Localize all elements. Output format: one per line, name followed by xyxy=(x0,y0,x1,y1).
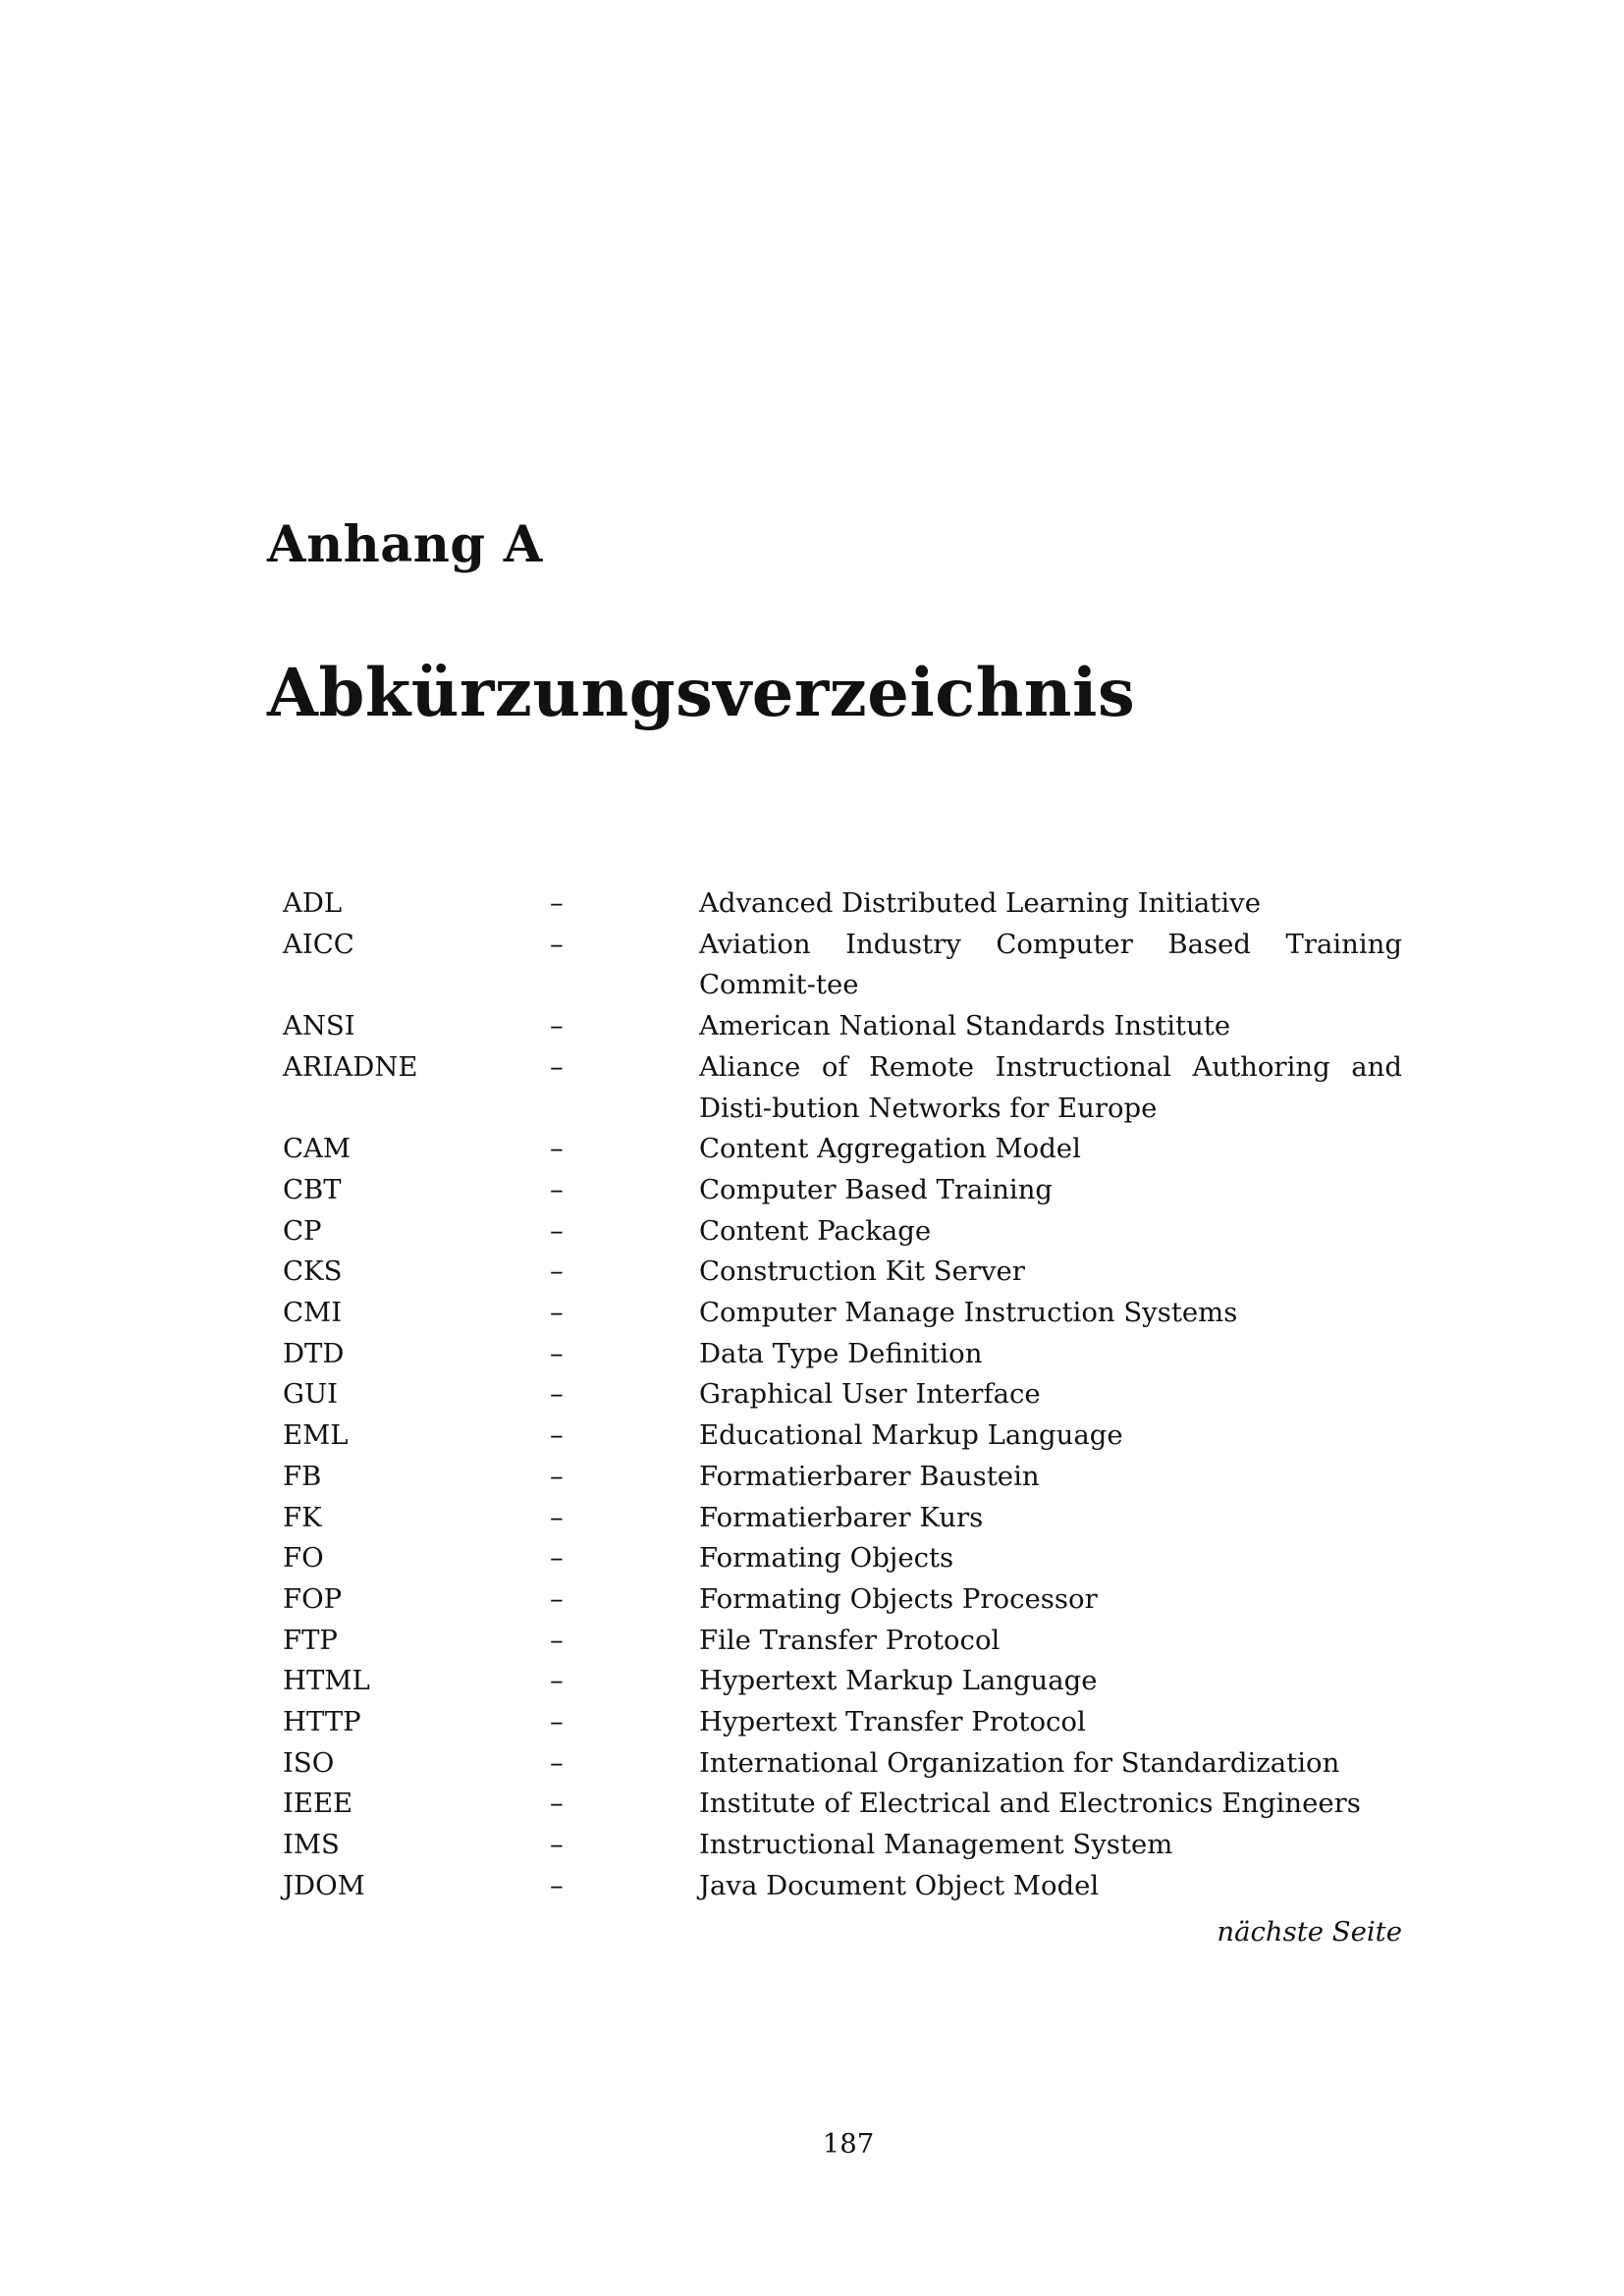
abbreviation-description: Advanced Distributed Learning Initiative xyxy=(699,887,1261,919)
abbreviation-description: Instructional Management System xyxy=(699,1829,1173,1861)
abbreviation-description: Computer Based Training xyxy=(699,1173,1054,1205)
abbreviation-term: CKS xyxy=(283,1255,343,1288)
abbreviation-description: Formating Objects Processor xyxy=(699,1582,1098,1615)
abbreviation-description: Construction Kit Server xyxy=(699,1255,1025,1288)
abbreviation-row xyxy=(283,1252,1402,1293)
abbreviation-row xyxy=(283,1743,1402,1785)
abbreviation-term: AICC xyxy=(283,928,354,960)
abbreviation-separator: – xyxy=(550,1378,564,1411)
chapter-title: Abkürzungsverzeichnis xyxy=(267,654,1136,731)
abbreviation-term: JDOM xyxy=(283,1869,365,1901)
abbreviation-description: Content Package xyxy=(699,1214,932,1247)
abbreviation-term: IMS xyxy=(283,1829,340,1861)
abbreviation-row xyxy=(283,1498,1402,1539)
abbreviation-description: Formating Objects xyxy=(699,1542,954,1575)
abbreviation-separator: – xyxy=(550,1255,564,1288)
abbreviation-row xyxy=(283,925,1402,1006)
abbreviation-row xyxy=(283,1866,1402,1907)
abbreviation-description: Hypertext Transfer Protocol xyxy=(699,1706,1086,1738)
abbreviation-description: Java Document Object Model xyxy=(699,1869,1100,1901)
abbreviation-description: Hypertext Markup Language xyxy=(699,1665,1098,1697)
abbreviation-row xyxy=(283,1374,1402,1415)
abbreviation-row xyxy=(283,1825,1402,1866)
abbreviation-separator: – xyxy=(550,1337,564,1369)
abbreviation-term: FOP xyxy=(283,1582,343,1615)
abbreviation-row xyxy=(283,1579,1402,1621)
abbreviation-separator: – xyxy=(550,1173,564,1205)
abbreviation-separator: – xyxy=(550,1133,564,1165)
abbreviation-row xyxy=(283,1621,1402,1662)
abbreviation-separator: – xyxy=(550,1829,564,1861)
abbreviation-separator: – xyxy=(550,1706,564,1738)
abbreviation-separator: – xyxy=(550,1501,564,1533)
abbreviation-term: CP xyxy=(283,1214,322,1247)
abbreviation-description: International Organization for Standardization xyxy=(699,1746,1340,1779)
abbreviation-row xyxy=(283,1702,1402,1743)
abbreviation-row xyxy=(283,1211,1402,1253)
abbreviation-row xyxy=(283,1047,1402,1129)
abbreviation-term: CAM xyxy=(283,1133,352,1165)
abbreviation-separator: – xyxy=(550,1460,564,1492)
abbreviation-term: ISO xyxy=(283,1746,335,1779)
abbreviation-term: CMI xyxy=(283,1297,343,1329)
abbreviation-term: CBT xyxy=(283,1173,342,1205)
abbreviation-description: Formatierbarer Kurs xyxy=(699,1501,984,1533)
abbreviation-row xyxy=(283,883,1402,925)
chapter-label: Anhang A xyxy=(267,515,543,574)
abbreviation-description: Institute of Electrical and Electronics Engineers xyxy=(699,1788,1361,1820)
abbreviation-term: FTP xyxy=(283,1624,338,1656)
abbreviation-separator: – xyxy=(550,1788,564,1820)
abbreviation-description: Content Aggregation Model xyxy=(699,1133,1081,1165)
abbreviation-term: FO xyxy=(283,1542,324,1575)
abbreviation-row xyxy=(283,1006,1402,1047)
abbreviation-term: IEEE xyxy=(283,1788,353,1820)
abbreviation-separator: – xyxy=(550,1419,564,1452)
abbreviation-list xyxy=(283,883,1402,1907)
abbreviation-row xyxy=(283,1170,1402,1211)
abbreviation-row xyxy=(283,1538,1402,1579)
abbreviation-row xyxy=(283,1334,1402,1375)
abbreviation-description: Data Type Definition xyxy=(699,1337,983,1369)
abbreviation-separator: – xyxy=(550,1582,564,1615)
abbreviation-description: Formatierbarer Baustein xyxy=(699,1460,1040,1492)
abbreviation-separator: – xyxy=(550,1214,564,1247)
page-number: 187 xyxy=(822,2128,875,2160)
abbreviation-term: FB xyxy=(283,1460,322,1492)
abbreviation-separator: – xyxy=(550,1010,564,1042)
abbreviation-term: ADL xyxy=(283,887,343,919)
abbreviation-description: American National Standards Institute xyxy=(699,1010,1231,1042)
abbreviation-row xyxy=(283,1129,1402,1170)
abbreviation-description: Graphical User Interface xyxy=(699,1378,1041,1411)
abbreviation-separator: – xyxy=(550,1665,564,1697)
abbreviation-row xyxy=(283,1661,1402,1702)
abbreviation-separator: – xyxy=(550,1746,564,1779)
abbreviation-row xyxy=(283,1415,1402,1457)
abbreviation-description: Computer Manage Instruction Systems xyxy=(699,1297,1238,1329)
abbreviation-term: ANSI xyxy=(283,1010,355,1042)
abbreviation-separator: – xyxy=(550,1624,564,1656)
abbreviation-term: HTTP xyxy=(283,1706,361,1738)
abbreviation-term: EML xyxy=(283,1419,349,1452)
abbreviation-separator: – xyxy=(550,1542,564,1575)
abbreviation-separator: – xyxy=(550,887,564,919)
abbreviation-description: Aviation Industry Computer Based Training Commit-tee xyxy=(699,928,1402,1001)
abbreviation-term: HTML xyxy=(283,1665,370,1697)
abbreviation-separator: – xyxy=(550,1297,564,1329)
abbreviation-row xyxy=(283,1784,1402,1825)
abbreviation-description: Aliance of Remote Instructional Authoring and Disti-bution Networks for Europe xyxy=(699,1050,1402,1124)
abbreviation-separator: – xyxy=(550,928,564,960)
abbreviation-description: File Transfer Protocol xyxy=(699,1624,1001,1656)
abbreviation-term: DTD xyxy=(283,1337,345,1369)
abbreviation-separator: – xyxy=(550,1050,564,1083)
continuation-note: nächste Seite xyxy=(1217,1916,1402,1948)
abbreviation-term: GUI xyxy=(283,1378,339,1411)
abbreviation-row xyxy=(283,1457,1402,1498)
abbreviation-term: FK xyxy=(283,1501,322,1533)
abbreviation-row xyxy=(283,1293,1402,1334)
abbreviation-separator: – xyxy=(550,1869,564,1901)
abbreviation-description: Educational Markup Language xyxy=(699,1419,1123,1452)
abbreviation-term: ARIADNE xyxy=(283,1050,418,1083)
